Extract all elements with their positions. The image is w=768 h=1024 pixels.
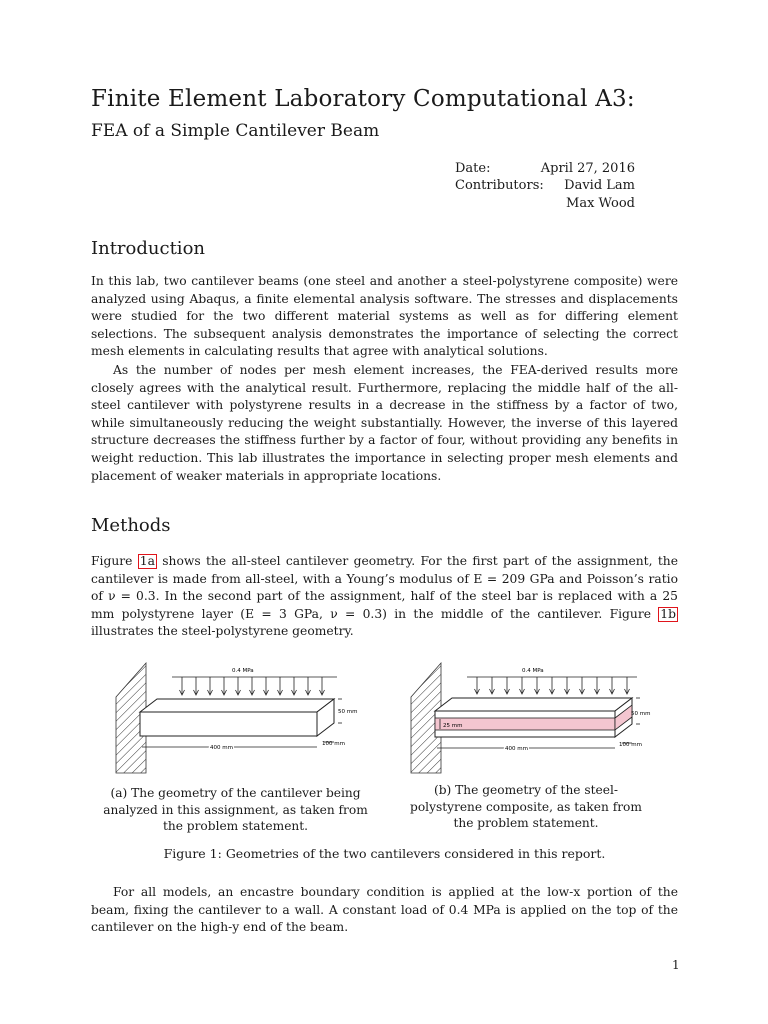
contributor-name: Max Wood <box>566 196 635 211</box>
page-title: Finite Element Laboratory Computational A3: <box>91 86 635 112</box>
length-label: 400 mm <box>210 745 233 751</box>
methods-heading: Methods <box>91 515 171 536</box>
figure-1a-reference-link[interactable]: 1a <box>139 554 155 568</box>
figure-1b-diagram <box>407 657 657 782</box>
beam-front-face <box>140 712 317 736</box>
page-number: 1 <box>672 958 680 972</box>
methods-paragraph-2: For all models, an encastre boundary condition is applied at the low-x portion of the beam, fixing the cantilever to a wall. A constant load of 0.4 MPa is applied on the top of the cantilever on the high-y end of the beam. <box>91 885 678 935</box>
methods-paragraph-1: Figure 1a shows the all-steel cantilever geometry. For the first part of the assignment, the cantilever is made from all-steel, with a Young’s modulus of E = 209 GPa and Poisson’s ratio of ν = 0.3. In the second part of the assignment, half of the steel bar is replaced with a 25 mm polystyrene layer (E = 3 GPa, ν = 0.3) in the middle of the cantilever. Figure 1b illustrates the steel-polystyrene geometry. <box>91 554 678 639</box>
length-label: 400 mm <box>505 746 528 752</box>
width-label: 100 mm <box>322 741 345 747</box>
load-label: 0.4 MPa <box>522 668 544 674</box>
introduction-paragraph-1: In this lab, two cantilever beams (one steel and another a steel-polystyrene composite) were analyzed using Abaqus, a finite elemental analysis software. The stresses and displacements were studied for the two different material systems as well as for differing element selections. The subsequent analysis demonstrates the importance of selecting the correct mesh elements in calculating results that agree with analytical solutions. <box>91 274 678 359</box>
page-subtitle: FEA of a Simple Cantilever Beam <box>91 121 380 141</box>
height-label: 50 mm <box>338 709 358 715</box>
date-value: April 27, 2016 <box>540 161 635 176</box>
load-label: 0.4 MPa <box>232 668 254 674</box>
contributor-name: David Lam <box>564 178 635 193</box>
figure-1a-diagram <box>112 657 358 782</box>
figure-1b-reference-link[interactable]: 1b <box>660 606 676 621</box>
figure-1-caption: Figure 1: Geometries of the two cantilevers considered in this report. <box>163 846 606 861</box>
beam-top-face <box>435 698 632 711</box>
date-label: Date: <box>455 161 491 176</box>
figure-1a-caption: (a) The geometry of the cantilever being analyzed in this assignment, as taken from the problem statement. <box>103 786 368 833</box>
introduction-heading: Introduction <box>91 238 205 259</box>
beam-top-face <box>140 699 334 712</box>
introduction-paragraph-2: As the number of nodes per mesh element increases, the FEA-derived results more closely agrees with the analytical result. Furthermore, replacing the middle half of the all-steel cantilever with polystyrene results in a decrease in the stiffness by a factor of two, while simultaneously reducing the weight substantially. However, the inverse of this layered structure decreases the stiffness further by a factor of four, without providing any benefits in weight reduction. This lab illustrates the importance in selecting proper mesh elements and placement of weaker materials in appropriate locations. <box>91 363 678 483</box>
width-label: 100 mm <box>619 742 642 748</box>
contributors-label: Contributors: <box>455 178 544 193</box>
figure-1b-caption: (b) The geometry of the steel-polystyrene composite, as taken from the problem statement. <box>410 783 642 830</box>
height-label: 50 mm <box>631 711 651 717</box>
layer-thickness-label: 25 mm <box>443 723 463 729</box>
